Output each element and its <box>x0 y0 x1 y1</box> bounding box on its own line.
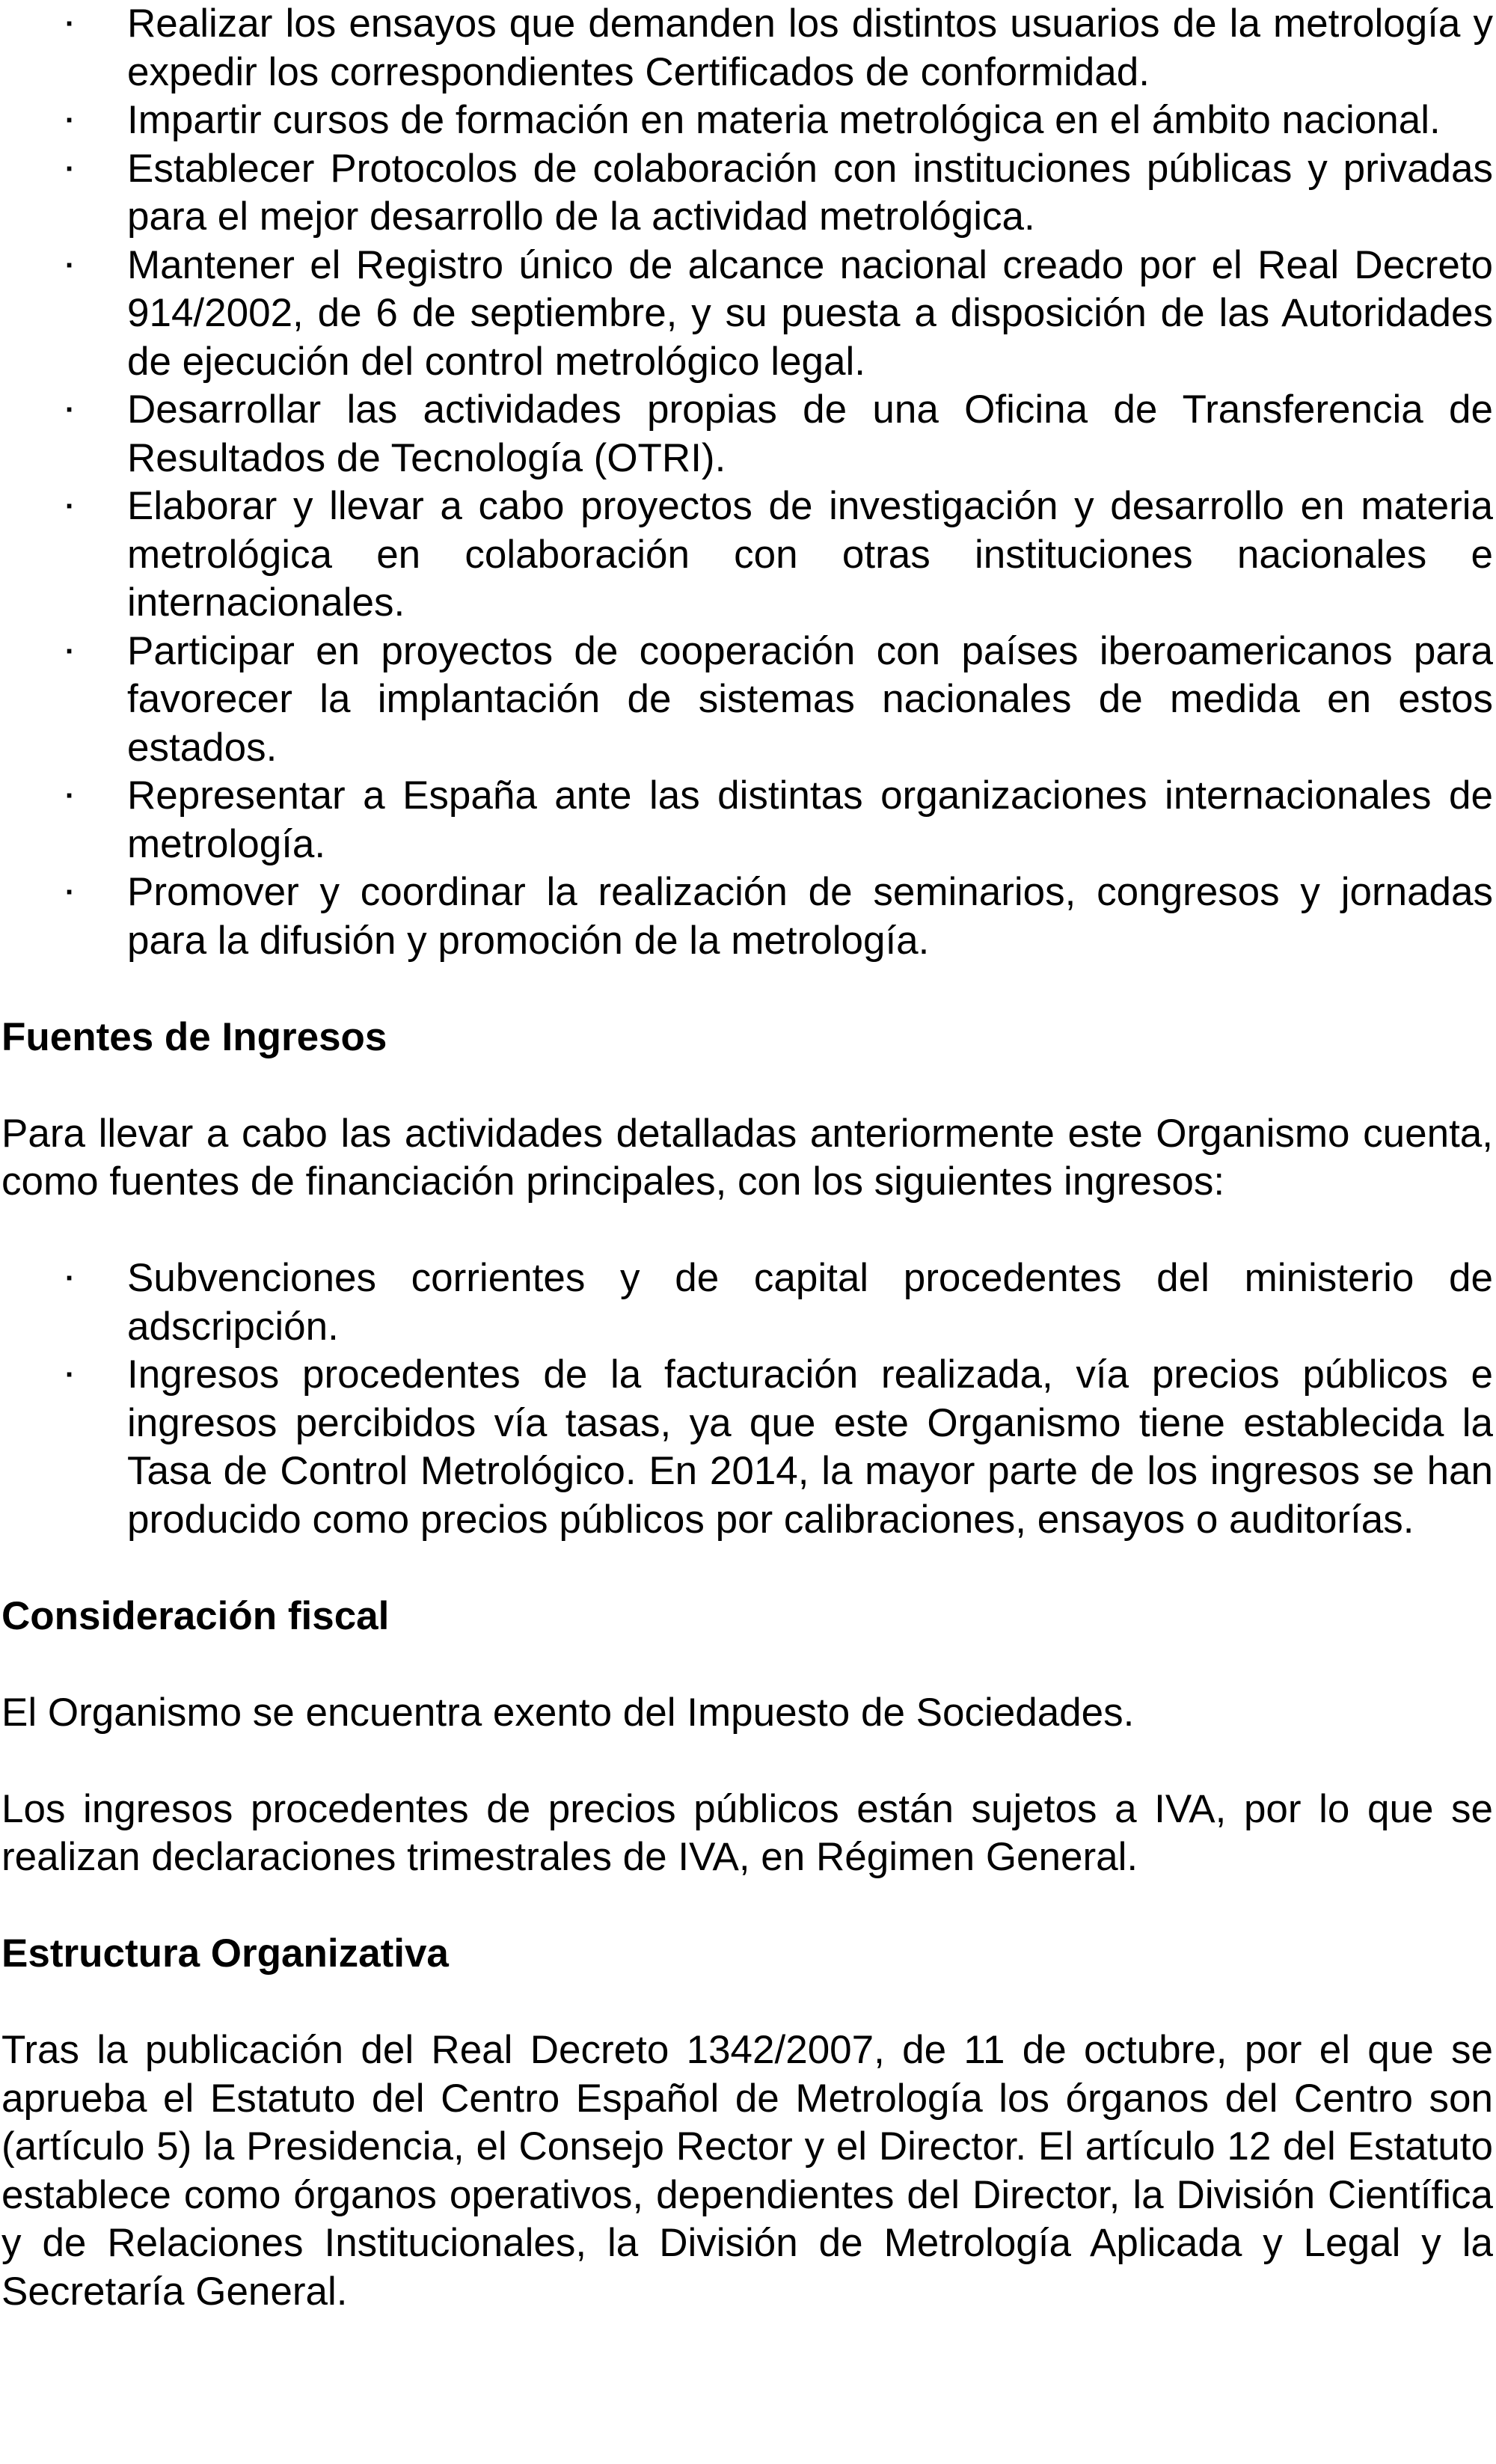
section-heading-fiscal: Consideración fiscal <box>1 1593 390 1638</box>
bullet-icon: · <box>65 634 76 668</box>
bullet-icon: · <box>65 7 76 40</box>
list-item <box>1 1254 1493 1351</box>
spacer <box>1 1544 1493 1593</box>
list-item-text: Impartir cursos de formación en materia metrológica en el ámbito nacional. <box>127 98 1441 142</box>
spacer <box>1 1882 1493 1931</box>
list-item <box>1 0 1493 96</box>
list-item-text: Desarrollar las actividades propias de una Oficina de Transferencia de Resultados de Tecnología (OTRI). <box>127 387 1493 480</box>
functions-list <box>1 0 1493 965</box>
fiscal-paragraph-1: El Organismo se encuentra exento del Impuesto de Sociedades. <box>1 1690 1135 1735</box>
list-item-text: Ingresos procedentes de la facturación realizada, vía precios públicos e ingresos percibidos vía tasas, ya que este Organismo tiene establecida la Tasa de Control Metrológico. En 2014, la mayor parte de los ingresos se han producido como precios públicos por calibraciones, ensayos o auditorías. <box>127 1352 1493 1542</box>
list-item-text: Elaborar y llevar a cabo proyectos de investigación y desarrollo en materia metrológica en colaboración con otras instituciones nacionales e internacionales. <box>127 484 1493 625</box>
list-item <box>1 386 1493 482</box>
list-item-text: Realizar los ensayos que demanden los distintos usuarios de la metrología y expedir los correspondientes Certificados de conformidad. <box>127 1 1493 94</box>
bullet-icon: · <box>65 104 76 137</box>
estructura-paragraph-1: Tras la publicación del Real Decreto 1342/2007, de 11 de octubre, por el que se aprueba el Estatuto del Centro Español de Metrología los órganos del Centro son (artículo 5) la Presidencia, el Consejo Rector y el Director. El artículo 12 del Estatuto establece como órganos operativos, dependientes del Director, la División Científica y de Relaciones Institucionales, la División de Metrología Aplicada y Legal y la Secretaría General. <box>1 2028 1493 2314</box>
spacer <box>1 1979 1493 2027</box>
bullet-icon: · <box>65 1358 76 1391</box>
list-item <box>1 96 1493 145</box>
spacer <box>1 1061 1493 1110</box>
spacer <box>1 1207 1493 1255</box>
list-item-text: Mantener el Registro único de alcance nacional creado por el Real Decreto 914/2002, de 6 de septiembre, y su puesta a disposición de las Autoridades de ejecución del control metrológico legal. <box>127 242 1493 384</box>
fiscal-paragraph-2: Los ingresos procedentes de precios públicos están sujetos a IVA, por lo que se realizan declaraciones trimestrales de IVA, en Régimen General. <box>1 1786 1493 1879</box>
bullet-icon: · <box>65 876 76 909</box>
list-item-text: Establecer Protocolos de colaboración con instituciones públicas y privadas para el mejor desarrollo de la actividad metrológica. <box>127 146 1493 239</box>
spacer <box>1 965 1493 1014</box>
section-heading-fuentes: Fuentes de Ingresos <box>1 1014 387 1059</box>
bullet-icon: · <box>65 152 76 186</box>
section-heading-estructura: Estructura Organizativa <box>1 1931 449 1976</box>
bullet-icon: · <box>65 393 76 426</box>
list-item <box>1 242 1493 387</box>
bullet-icon: · <box>65 779 76 812</box>
list-item <box>1 482 1493 628</box>
list-item-text: Participar en proyectos de cooperación con países iberoamericanos para favorecer la implantación de sistemas nacionales de medida en estos estados. <box>127 628 1493 770</box>
spacer <box>1 1640 1493 1689</box>
income-list <box>1 1254 1493 1544</box>
list-item <box>1 868 1493 965</box>
list-item <box>1 145 1493 242</box>
spacer <box>1 1737 1493 1786</box>
list-item <box>1 772 1493 868</box>
fuentes-intro-paragraph: Para llevar a cabo las actividades detalladas anteriormente este Organismo cuenta, como fuentes de financiación principales, con los siguientes ingresos: <box>1 1111 1493 1204</box>
document-content <box>1 0 1493 2316</box>
bullet-icon: · <box>65 490 76 523</box>
list-item-text: Subvenciones corrientes y de capital procedentes del ministerio de adscripción. <box>127 1256 1493 1349</box>
list-item <box>1 1351 1493 1544</box>
list-item <box>1 628 1493 773</box>
bullet-icon: · <box>65 1262 76 1295</box>
list-item-text: Promover y coordinar la realización de seminarios, congresos y jornadas para la difusión y promoción de la metrología. <box>127 870 1493 963</box>
bullet-icon: · <box>65 248 76 282</box>
list-item-text: Representar a España ante las distintas organizaciones internacionales de metrología. <box>127 773 1493 866</box>
